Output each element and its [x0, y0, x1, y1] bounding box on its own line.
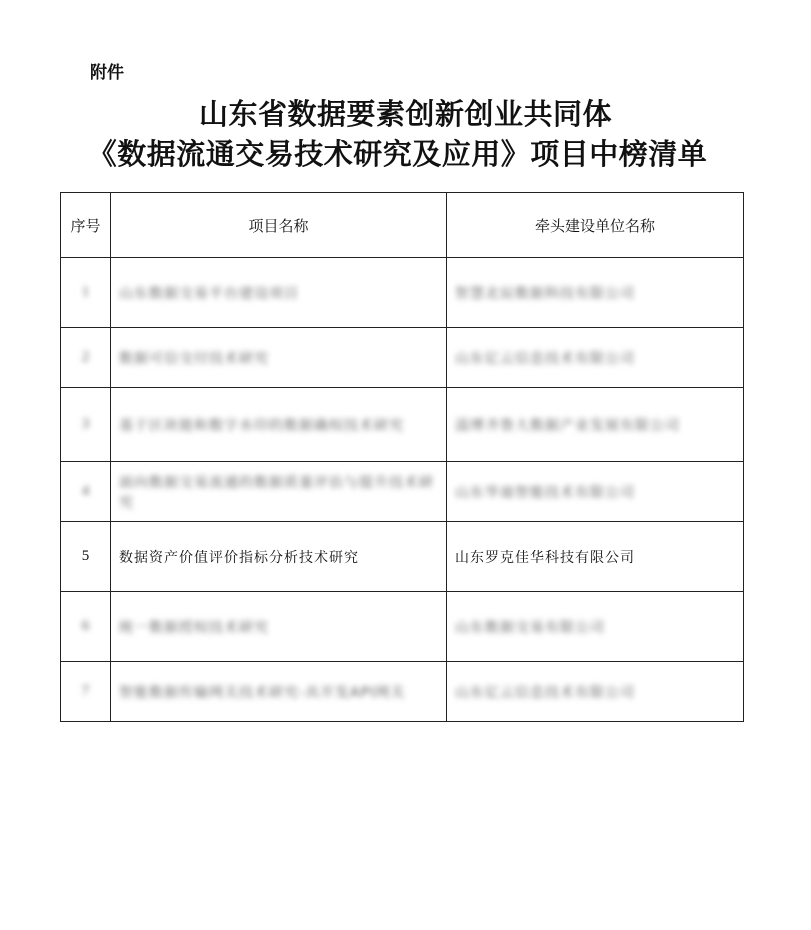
lead-organization: 淄博齐鲁大数据产业发展有限公司: [447, 388, 744, 462]
attachment-label: 附件: [90, 63, 124, 83]
lead-organization: 山东亿云信息技术有限公司: [447, 662, 744, 722]
row-number: 3: [61, 388, 111, 462]
document-title-line1: 山东省数据要素创新创业共同体: [198, 97, 612, 131]
project-name: 山东数据交易平台建设项目: [111, 258, 447, 328]
table-row: [61, 258, 744, 328]
lead-organization: 山东华迪智能技术有限公司: [447, 462, 744, 522]
table-row: [61, 462, 744, 522]
lead-organization: 山东亿云信息技术有限公司: [447, 328, 744, 388]
table-row: [61, 522, 744, 592]
table-row: [61, 388, 744, 462]
header-project-name: 项目名称: [111, 193, 447, 258]
winners-table: [60, 192, 744, 722]
row-number: 5: [61, 522, 111, 592]
table-row: [61, 592, 744, 662]
project-name: 统一数据授权技术研究: [111, 592, 447, 662]
row-number: 6: [61, 592, 111, 662]
project-name: 数据可信交付技术研究: [111, 328, 447, 388]
row-number: 1: [61, 258, 111, 328]
table-header-row: [61, 193, 744, 258]
project-name: 数据资产价值评价指标分析技术研究: [111, 522, 447, 592]
header-serial-number: 序号: [61, 193, 111, 258]
header-lead-organization: 牵头建设单位名称: [447, 193, 744, 258]
lead-organization: 智慧北辰数据科技有限公司: [447, 258, 744, 328]
project-name: 智能数据传输网关技术研究-具开发API网关: [111, 662, 447, 722]
document-title-line2: 《数据流通交易技术研究及应用》项目中榜清单: [87, 137, 708, 171]
table-row: [61, 328, 744, 388]
project-name: 面向数据交易流通的数据质量评估与提升技术研究: [111, 462, 447, 522]
row-number: 7: [61, 662, 111, 722]
project-name: 基于区块链和数字水印的数据确权技术研究: [111, 388, 447, 462]
row-number: 4: [61, 462, 111, 522]
table-row: [61, 662, 744, 722]
lead-organization: 山东罗克佳华科技有限公司: [447, 522, 744, 592]
lead-organization: 山东数据交易有限公司: [447, 592, 744, 662]
row-number: 2: [61, 328, 111, 388]
